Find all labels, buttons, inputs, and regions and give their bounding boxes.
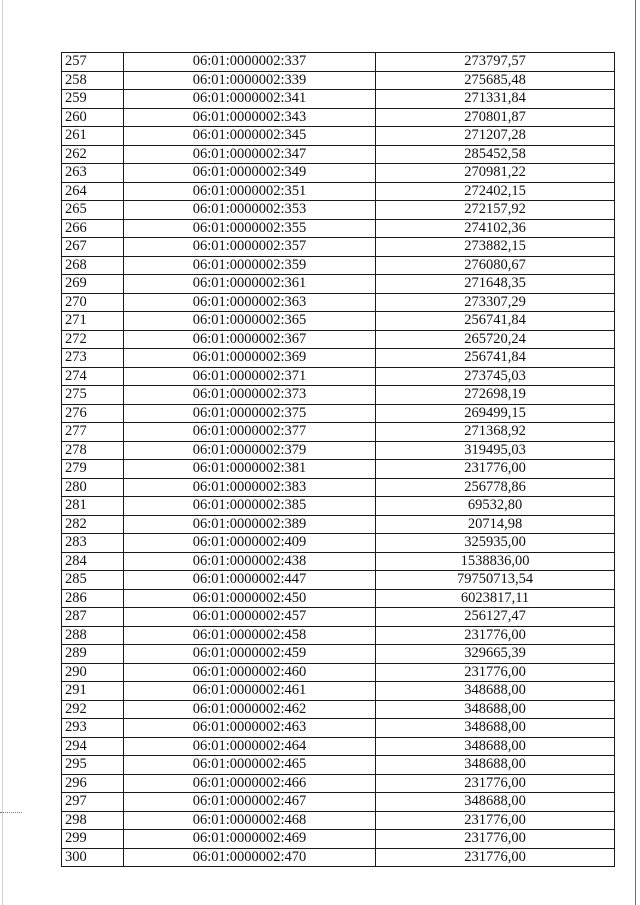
cadastral-number-cell: 06:01:0000002:385 (124, 497, 376, 516)
table-row (62, 423, 615, 442)
table-row (62, 497, 615, 516)
cadastral-number-cell: 06:01:0000002:469 (124, 830, 376, 849)
table-row (62, 293, 615, 312)
table-body (62, 53, 615, 867)
cadastral-value-cell: 271368,92 (376, 423, 615, 442)
row-number-cell: 297 (62, 793, 124, 812)
table-row (62, 663, 615, 682)
cadastral-number-cell: 06:01:0000002:347 (124, 145, 376, 164)
cadastral-number-cell: 06:01:0000002:450 (124, 589, 376, 608)
cadastral-value-cell: 231776,00 (376, 811, 615, 830)
row-number-cell: 286 (62, 589, 124, 608)
table-row (62, 589, 615, 608)
cadastral-number-cell: 06:01:0000002:377 (124, 423, 376, 442)
row-number-cell: 292 (62, 700, 124, 719)
cadastral-number-cell: 06:01:0000002:351 (124, 182, 376, 201)
page-left-edge (2, 0, 3, 905)
row-number-cell: 291 (62, 682, 124, 701)
cadastral-value-cell: 6023817,11 (376, 589, 615, 608)
row-number-cell: 261 (62, 127, 124, 146)
cadastral-number-cell: 06:01:0000002:371 (124, 367, 376, 386)
cadastral-number-cell: 06:01:0000002:463 (124, 719, 376, 738)
cadastral-value-cell: 276080,67 (376, 256, 615, 275)
cadastral-number-cell: 06:01:0000002:466 (124, 774, 376, 793)
row-number-cell: 278 (62, 441, 124, 460)
cadastral-value-cell: 273745,03 (376, 367, 615, 386)
cadastral-value-cell: 231776,00 (376, 774, 615, 793)
cadastral-number-cell: 06:01:0000002:353 (124, 201, 376, 220)
cadastral-number-cell: 06:01:0000002:383 (124, 478, 376, 497)
table-row (62, 201, 615, 220)
table-row (62, 626, 615, 645)
table-row (62, 830, 615, 849)
table-row (62, 108, 615, 127)
cadastral-number-cell: 06:01:0000002:359 (124, 256, 376, 275)
cadastral-value-cell: 285452,58 (376, 145, 615, 164)
cadastral-number-cell: 06:01:0000002:373 (124, 386, 376, 405)
cadastral-value-cell: 348688,00 (376, 756, 615, 775)
cadastral-number-cell: 06:01:0000002:459 (124, 645, 376, 664)
table-row (62, 404, 615, 423)
row-number-cell: 270 (62, 293, 124, 312)
table-row (62, 275, 615, 294)
cadastral-number-cell: 06:01:0000002:367 (124, 330, 376, 349)
scan-artifact (0, 812, 22, 816)
row-number-cell: 271 (62, 312, 124, 331)
table-row (62, 164, 615, 183)
cadastral-number-cell: 06:01:0000002:363 (124, 293, 376, 312)
cadastral-value-cell: 348688,00 (376, 793, 615, 812)
cadastral-value-cell: 256741,84 (376, 349, 615, 368)
cadastral-value-cell: 272402,15 (376, 182, 615, 201)
table-row (62, 848, 615, 867)
cadastral-value-cell: 1538836,00 (376, 552, 615, 571)
row-number-cell: 274 (62, 367, 124, 386)
cadastral-value-cell: 273882,15 (376, 238, 615, 257)
cadastral-number-cell: 06:01:0000002:462 (124, 700, 376, 719)
cadastral-value-cell: 79750713,54 (376, 571, 615, 590)
row-number-cell: 279 (62, 460, 124, 479)
table-row (62, 719, 615, 738)
row-number-cell: 290 (62, 663, 124, 682)
table-row (62, 552, 615, 571)
row-number-cell: 273 (62, 349, 124, 368)
cadastral-number-cell: 06:01:0000002:461 (124, 682, 376, 701)
row-number-cell: 263 (62, 164, 124, 183)
table-row (62, 312, 615, 331)
cadastral-number-cell: 06:01:0000002:369 (124, 349, 376, 368)
cadastral-number-cell: 06:01:0000002:339 (124, 71, 376, 90)
cadastral-number-cell: 06:01:0000002:343 (124, 108, 376, 127)
row-number-cell: 294 (62, 737, 124, 756)
table-row (62, 441, 615, 460)
row-number-cell: 277 (62, 423, 124, 442)
table-row (62, 571, 615, 590)
page-right-edge (635, 0, 636, 905)
cadastral-value-cell: 348688,00 (376, 700, 615, 719)
cadastral-value-cell: 69532,80 (376, 497, 615, 516)
cadastral-number-cell: 06:01:0000002:468 (124, 811, 376, 830)
cadastral-number-cell: 06:01:0000002:345 (124, 127, 376, 146)
cadastral-value-cell: 256127,47 (376, 608, 615, 627)
cadastral-number-cell: 06:01:0000002:337 (124, 53, 376, 72)
cadastral-value-cell: 272157,92 (376, 201, 615, 220)
row-number-cell: 289 (62, 645, 124, 664)
row-number-cell: 259 (62, 90, 124, 109)
table-row (62, 478, 615, 497)
row-number-cell: 267 (62, 238, 124, 257)
table-row (62, 145, 615, 164)
cadastral-value-cell: 273797,57 (376, 53, 615, 72)
cadastral-value-cell: 329665,39 (376, 645, 615, 664)
cadastral-value-cell: 325935,00 (376, 534, 615, 553)
row-number-cell: 272 (62, 330, 124, 349)
cadastral-number-cell: 06:01:0000002:379 (124, 441, 376, 460)
cadastral-value-cell: 275685,48 (376, 71, 615, 90)
table-row (62, 700, 615, 719)
table-row (62, 367, 615, 386)
row-number-cell: 296 (62, 774, 124, 793)
cadastral-number-cell: 06:01:0000002:465 (124, 756, 376, 775)
table-row (62, 53, 615, 72)
row-number-cell: 299 (62, 830, 124, 849)
table-row (62, 238, 615, 257)
table-row (62, 127, 615, 146)
cadastral-value-cell: 271207,28 (376, 127, 615, 146)
cadastral-number-cell: 06:01:0000002:349 (124, 164, 376, 183)
row-number-cell: 265 (62, 201, 124, 220)
cadastral-value-cell: 256778,86 (376, 478, 615, 497)
table-row (62, 608, 615, 627)
row-number-cell: 257 (62, 53, 124, 72)
cadastral-number-cell: 06:01:0000002:457 (124, 608, 376, 627)
cadastral-number-cell: 06:01:0000002:361 (124, 275, 376, 294)
row-number-cell: 266 (62, 219, 124, 238)
row-number-cell: 295 (62, 756, 124, 775)
table-row (62, 460, 615, 479)
row-number-cell: 269 (62, 275, 124, 294)
table-row (62, 90, 615, 109)
row-number-cell: 298 (62, 811, 124, 830)
cadastral-number-cell: 06:01:0000002:460 (124, 663, 376, 682)
cadastral-number-cell: 06:01:0000002:341 (124, 90, 376, 109)
cadastral-number-cell: 06:01:0000002:375 (124, 404, 376, 423)
cadastral-value-cell: 274102,36 (376, 219, 615, 238)
cadastral-value-cell: 231776,00 (376, 460, 615, 479)
cadastral-value-cell: 20714,98 (376, 515, 615, 534)
cadastral-value-cell: 272698,19 (376, 386, 615, 405)
cadastral-number-cell: 06:01:0000002:464 (124, 737, 376, 756)
table-row (62, 386, 615, 405)
cadastral-value-table (61, 52, 615, 867)
cadastral-value-cell: 231776,00 (376, 626, 615, 645)
table-row (62, 534, 615, 553)
row-number-cell: 260 (62, 108, 124, 127)
table-row (62, 256, 615, 275)
row-number-cell: 285 (62, 571, 124, 590)
table-row (62, 219, 615, 238)
table-row (62, 182, 615, 201)
cadastral-value-cell: 265720,24 (376, 330, 615, 349)
cadastral-value-cell: 271648,35 (376, 275, 615, 294)
cadastral-value-cell: 256741,84 (376, 312, 615, 331)
cadastral-value-cell: 319495,03 (376, 441, 615, 460)
row-number-cell: 300 (62, 848, 124, 867)
table-row (62, 756, 615, 775)
row-number-cell: 268 (62, 256, 124, 275)
table-row (62, 682, 615, 701)
row-number-cell: 280 (62, 478, 124, 497)
row-number-cell: 282 (62, 515, 124, 534)
table-row (62, 330, 615, 349)
cadastral-value-cell: 271331,84 (376, 90, 615, 109)
cadastral-number-cell: 06:01:0000002:389 (124, 515, 376, 534)
row-number-cell: 288 (62, 626, 124, 645)
cadastral-value-cell: 348688,00 (376, 719, 615, 738)
cadastral-value-cell: 270801,87 (376, 108, 615, 127)
table-row (62, 737, 615, 756)
table-row (62, 645, 615, 664)
table-row (62, 71, 615, 90)
cadastral-value-cell: 270981,22 (376, 164, 615, 183)
row-number-cell: 264 (62, 182, 124, 201)
cadastral-value-cell: 231776,00 (376, 830, 615, 849)
row-number-cell: 275 (62, 386, 124, 405)
table-row (62, 515, 615, 534)
row-number-cell: 262 (62, 145, 124, 164)
row-number-cell: 283 (62, 534, 124, 553)
cadastral-value-cell: 231776,00 (376, 848, 615, 867)
cadastral-number-cell: 06:01:0000002:447 (124, 571, 376, 590)
cadastral-value-cell: 348688,00 (376, 682, 615, 701)
cadastral-number-cell: 06:01:0000002:467 (124, 793, 376, 812)
table-row (62, 793, 615, 812)
cadastral-number-cell: 06:01:0000002:355 (124, 219, 376, 238)
row-number-cell: 284 (62, 552, 124, 571)
cadastral-number-cell: 06:01:0000002:438 (124, 552, 376, 571)
cadastral-value-cell: 231776,00 (376, 663, 615, 682)
cadastral-value-cell: 269499,15 (376, 404, 615, 423)
table-row (62, 349, 615, 368)
cadastral-number-cell: 06:01:0000002:365 (124, 312, 376, 331)
row-number-cell: 287 (62, 608, 124, 627)
row-number-cell: 276 (62, 404, 124, 423)
cadastral-number-cell: 06:01:0000002:470 (124, 848, 376, 867)
cadastral-number-cell: 06:01:0000002:357 (124, 238, 376, 257)
cadastral-number-cell: 06:01:0000002:458 (124, 626, 376, 645)
table-row (62, 811, 615, 830)
cadastral-value-cell: 273307,29 (376, 293, 615, 312)
cadastral-number-cell: 06:01:0000002:381 (124, 460, 376, 479)
cadastral-number-cell: 06:01:0000002:409 (124, 534, 376, 553)
row-number-cell: 281 (62, 497, 124, 516)
cadastral-value-cell: 348688,00 (376, 737, 615, 756)
row-number-cell: 258 (62, 71, 124, 90)
row-number-cell: 293 (62, 719, 124, 738)
table-row (62, 774, 615, 793)
